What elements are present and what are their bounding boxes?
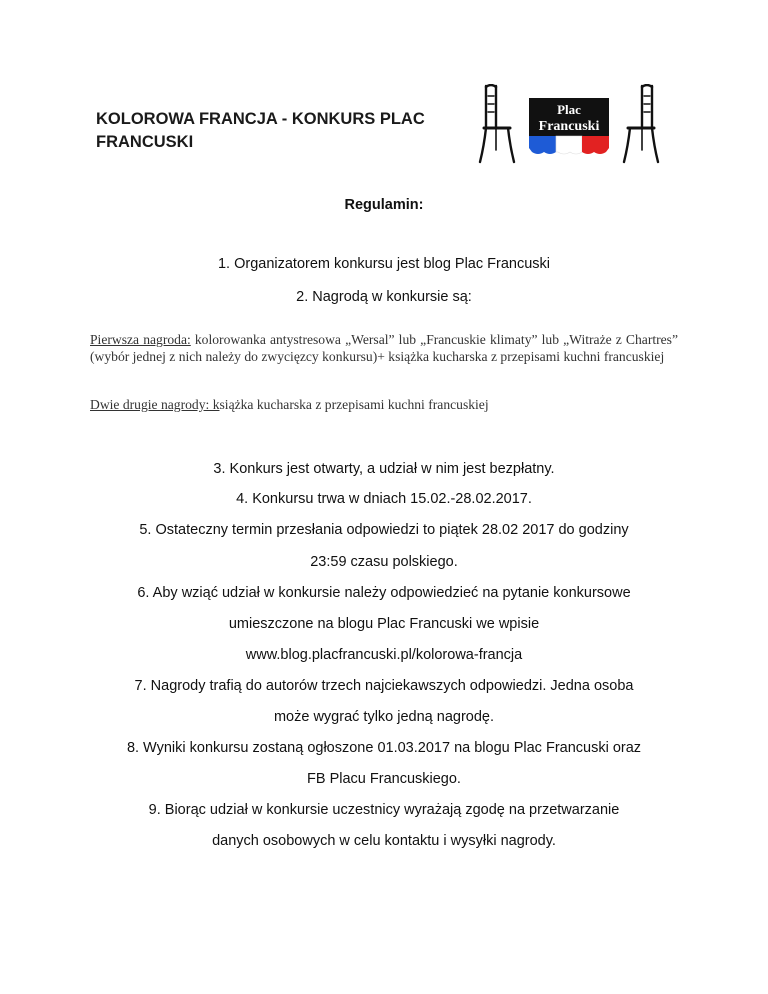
logo-line2: Francuski <box>538 119 600 134</box>
right-chair-icon <box>624 85 658 162</box>
second-prize-text: siążka kucharska z przepisami kuchni francuskiej <box>219 397 489 412</box>
rule-3: 3. Konkurs jest otwarty, a udział w nim jest bezpłatny. <box>213 461 555 477</box>
tricolor-tablecloth <box>529 136 609 154</box>
rule-7: 7. Nagrody trafią do autorów trzech najciekawszych odpowiedzi. Jedna osoba <box>134 678 634 694</box>
document-title: KOLOROWA FRANCJA - KONKURS PLAC FRANCUSKI <box>96 110 425 151</box>
rule-6: 6. Aby wziąć udział w konkursie należy odpowiedzieć na pytanie konkursowe <box>137 585 631 601</box>
rule-9-continued: danych osobowych w celu kontaktu i wysyłki nagrody. <box>212 833 556 849</box>
second-prize-paragraph <box>90 396 678 413</box>
rule-8-continued: FB Placu Francuskiego. <box>307 771 461 787</box>
rule-7-continued: może wygrać tylko jedną nagrodę. <box>273 709 495 725</box>
first-prize-text: kolorowanka antystresowa „Wersal” lub „Francuskie klimaty” lub „Witraże z Chartres” (wybór jednej z nich należy do zwycięzcy konkursu)+ książka kucharska z przepisami kuchni francuskiej <box>90 332 679 364</box>
second-prize-label: Dwie drugie nagrody: k <box>90 397 220 412</box>
rule-4: 4. Konkursu trwa w dniach 15.02.-28.02.2017. <box>236 491 532 507</box>
first-prize-label: Pierwsza nagroda: <box>90 332 191 347</box>
logo-line1: Plac <box>557 102 581 117</box>
regulations-heading: Regulamin: <box>344 197 424 213</box>
rule-1: 1. Organizatorem konkursu jest blog Plac Francuski <box>217 256 551 272</box>
rule-5-continued: 23:59 czasu polskiego. <box>310 554 458 570</box>
contest-url: www.blog.placfrancuski.pl/kolorowa-francja <box>245 647 523 663</box>
left-chair-icon <box>480 85 514 162</box>
rule-8: 8. Wyniki konkursu zostaną ogłoszone 01.03.2017 na blogu Plac Francuski oraz <box>126 740 642 756</box>
rule-5: 5. Ostateczny termin przesłania odpowiedzi to piątek 28.02 2017 do godziny <box>139 522 629 538</box>
rule-9: 9. Biorąc udział w konkursie uczestnicy wyrażają zgodę na przetwarzanie <box>148 802 620 818</box>
rule-6-continued: umieszczone na blogu Plac Francuski we wpisie <box>228 616 540 632</box>
rule-2: 2. Nagrodą w konkursie są: <box>296 289 472 305</box>
plac-francuski-logo <box>474 84 664 164</box>
first-prize-paragraph <box>90 331 678 365</box>
